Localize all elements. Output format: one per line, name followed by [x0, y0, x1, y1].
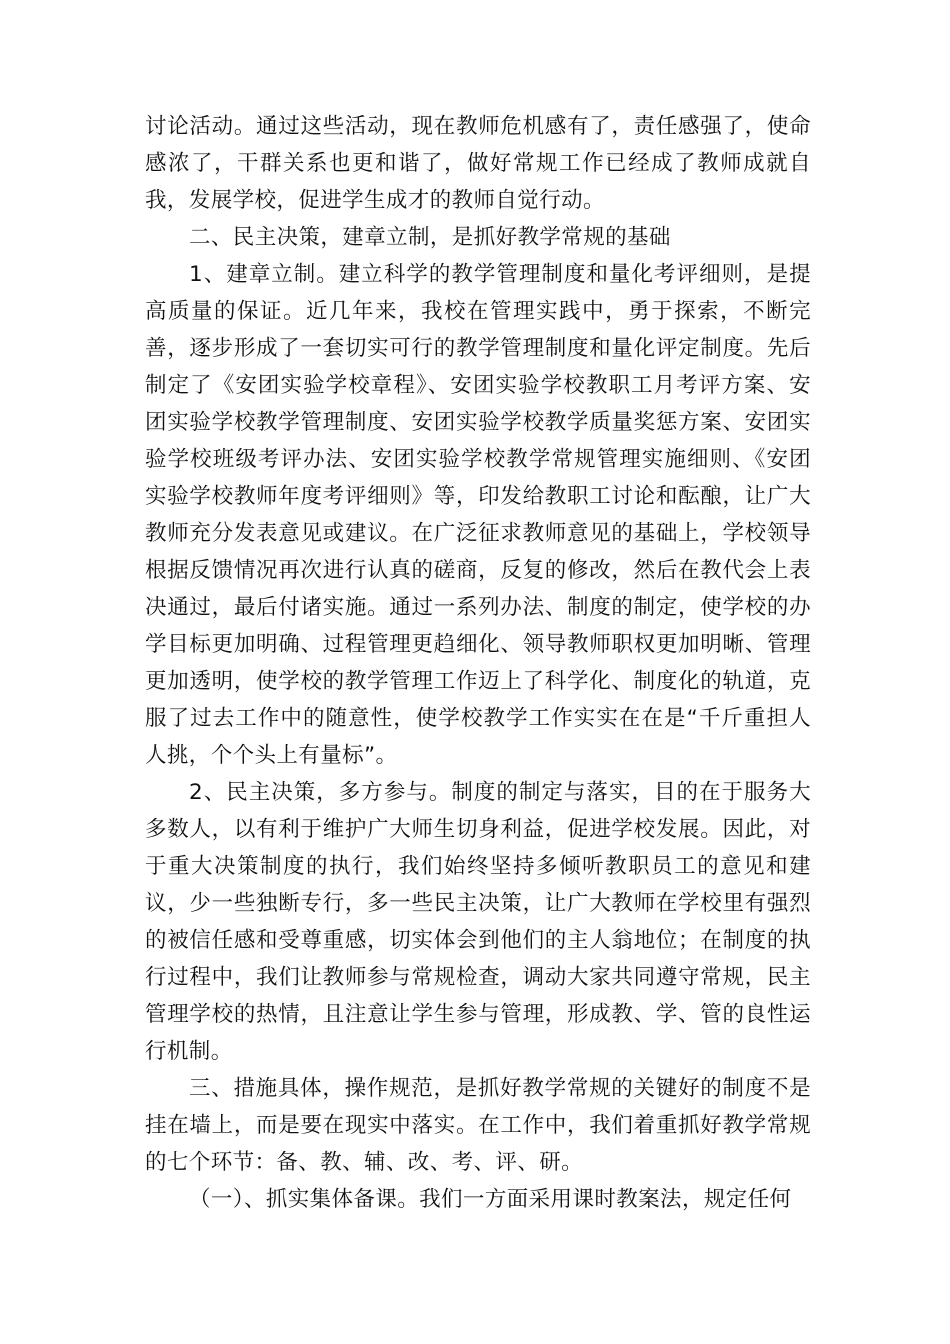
document-body [145, 108, 811, 1218]
paragraph-intro-continuation: 讨论活动。通过这些活动，现在教师危机感有了，责任感强了，使命感浓了，干群关系也更和谐了，做好常规工作已经成了教师成就自我，发展学校，促进学生成才的教师自觉行动。 [145, 114, 811, 213]
paragraph-democratic-decision: 2、民主决策，多方参与。制度的制定与落实，目的在于服务大多数人，以有利于维护广大师生切身利益，促进学校发展。因此，对于重大决策制度的执行，我们始终坚持多倾听教职员工的意见和建议，少一些独断专行，多一些民主决策，让广大教师在学校里有强烈的被信任感和受尊重感，切实体会到他们的主人翁地位；在制度的执行过程中，我们让教师参与常规检查，调动大家共同遵守常规，民主管理学校的热情，且注意让学生参与管理，形成教、学、管的良性运行机制。 [145, 780, 811, 1064]
section-heading-three: 三、措施具体，操作规范，是抓好教学常规的关键好的制度不是挂在墙上，而是要在现实中落实。在工作中，我们着重抓好教学常规的七个环节：备、教、辅、改、考、评、研。 [145, 1076, 811, 1175]
paragraph-rules-establishment: 1、建章立制。建立科学的教学管理制度和量化考评细则，是提高质量的保证。近几年来，我校在管理实践中，勇于探索，不断完善，逐步形成了一套切实可行的教学管理制度和量化评定制度。先后制定了《安团实验学校章程》、安团实验学校教职工月考评方案、安团实验学校教学管理制度、安团实验学校教学质量奖惩方案、安团实验学校班级考评办法、安团实验学校教学常规管理实施细则、《安团实验学校教师年度考评细则》等，印发给教职工讨论和酝酿，让广大教师充分发表意见或建议。在广泛征求教师意见的基础上，学校领导根据反馈情况再次进行认真的磋商，反复的修改，然后在教代会上表决通过，最后付诸实施。通过一系列办法、制度的制定，使学校的办学目标更加明确、过程管理更趋细化、领导教师职权更加明晰、管理更加透明，使学校的教学管理工作迈上了科学化、制度化的轨道，克服了过去工作中的随意性，使学校教学工作实实在在是“千斤重担人人挑，个个头上有量标”。 [145, 262, 811, 768]
paragraph-collective-lesson-prep: （一）、抓实集体备课。我们一方面采用课时教案法，规定任何 [189, 1187, 792, 1212]
section-heading-two: 二、民主决策，建章立制，是抓好教学常规的基础 [189, 225, 671, 250]
